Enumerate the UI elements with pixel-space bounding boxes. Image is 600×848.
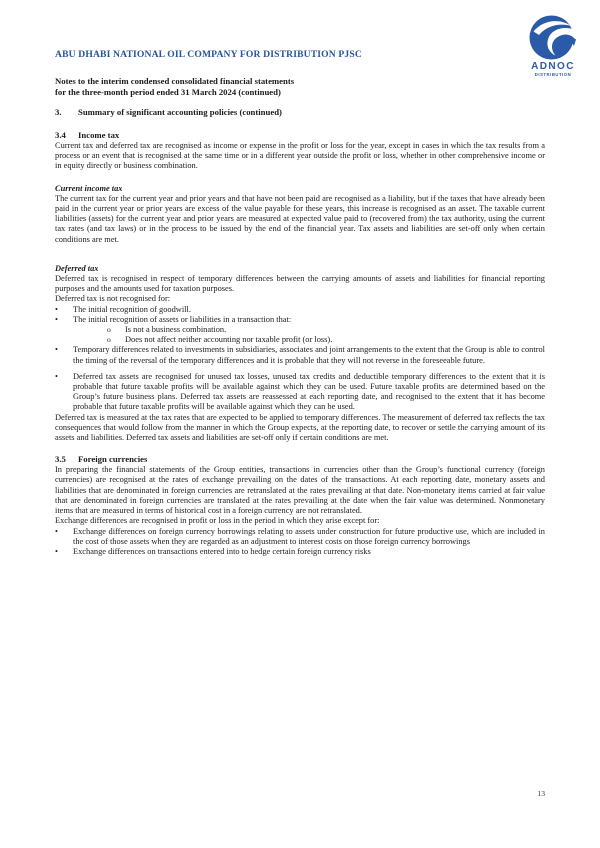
deferred-tax-paragraph: Deferred tax is recognised in respect of temporary differences between the carrying amounts of assets and liabilities for financial reporting purposes and the amounts used for taxation purposes. [55, 274, 545, 294]
page-content [55, 0, 545, 557]
deferred-tax-not-recognised-intro: Deferred tax is not recognised for: [55, 294, 171, 304]
deferred-tax-measurement-paragraph: Deferred tax is measured at the tax rates that are expected to be applied to temporary differences. The measurement of deferred tax reflects the tax consequences that would follow from the manner in which the Group expects, at the reporting date, to recover or settle the carrying amount of its assets and liabilities. Deferred tax assets and liabilities are set-off only if certain conditions are met. [55, 412, 545, 443]
list-item-text: Exchange differences on foreign currency borrowings relating to assets under construction for future productive use, which are included in the cost of those assets when they are regarded as an adjustment to interest costs on those foreign currency borrowings [73, 526, 545, 546]
list-item [55, 315, 545, 325]
current-income-tax-heading: Current income tax [55, 183, 123, 193]
income-tax-intro-paragraph: Current tax and deferred tax are recognised as income or expense in the profit or loss for the year, except in cases in which the tax results from a process or an event that is recognised at the same time or in a different year outside the profit or loss, whether in other comprehensive income or in equity directly or business combination. [55, 141, 545, 171]
bullet-icon: • [55, 371, 58, 381]
company-title: ABU DHABI NATIONAL OIL COMPANY FOR DISTRIBUTION PJSC [55, 49, 362, 60]
list-item-text: The initial recognition of goodwill. [73, 304, 191, 314]
page-number: 13 [537, 789, 545, 798]
list-item-text: Is not a business combination. [125, 325, 227, 335]
list-item-text: Deferred tax assets are recognised for unused tax losses, unused tax credits and deductible temporary differences to the extent that it is probable that future taxable profits will be available against which they can be used. Future taxable profits are determined based on the Group’s future business plans. Deferred tax assets are reassessed at each reporting date, and recognised to the extent that it has become probable that future taxable profits will be available against which they can be used. [73, 371, 545, 412]
circle-bullet-icon: o [107, 335, 111, 345]
adnoc-logo-wordmark: ADNOC [531, 61, 575, 72]
deferred-tax-heading: Deferred tax [55, 263, 99, 273]
adnoc-logo-subtitle: DISTRIBUTION [534, 72, 572, 77]
list-item-text: Does not affect neither accounting nor taxable profit (or loss). [125, 335, 333, 345]
list-item-text: The initial recognition of assets or liabilities in a transaction that: [73, 314, 292, 324]
bullet-icon: • [55, 304, 58, 314]
section-3-4-number: 3.4 [55, 130, 66, 140]
document-title [55, 76, 545, 98]
list-item [55, 527, 545, 547]
section-3-5-heading [55, 454, 545, 465]
list-item [55, 372, 545, 413]
list-item-text: Exchange differences on transactions entered into to hedge certain foreign currency risks [73, 546, 371, 556]
section-3-4-title: Income tax [78, 130, 120, 140]
exchange-differences-intro: Exchange differences are recognised in profit or loss in the period in which they arise except for: [55, 516, 380, 526]
list-item-sub [55, 325, 545, 335]
foreign-currencies-paragraph: In preparing the financial statements of the Group entities, transactions in currencies other than the Group’s functional currency (foreign currencies) are recognised at the rates of exchange prevailing on the dates of the transactions. At each reporting date, monetary assets and liabilities that are denominated in foreign currencies are retranslated at the rates prevailing at that date. Non-monetary items carried at fair value that are denominated in foreign currencies are translated at the rates prevailing at the date when the fair value was determined. Nonmonetary items that are measured in terms of historical cost in a foreign currency are not retranslated. [55, 465, 545, 516]
deferred-tax-bullet-list [55, 305, 545, 413]
current-income-tax-paragraph: The current tax for the current year and prior years and that have not been paid are recognised as a liability, but if the taxes that have already been paid in the current year or prior years are excess of the value payable for these years, this increase is recognised as an asset. The taxable current liabilities (assets) for the current year and prior years are measured at expected value paid to (recovered from) the tax authority, using the current tax rates (and tax laws) or in the process to be issued by the end of the financial year. Tax assets and liabilities are set-off only when certain conditions are met. [55, 193, 545, 244]
bullet-icon: • [55, 526, 58, 536]
section-3-5-number: 3.5 [55, 454, 66, 465]
list-item [55, 547, 545, 557]
section-3-number: 3. [55, 107, 62, 117]
document-title-line1: Notes to the interim condensed consolidated financial statements [55, 76, 295, 86]
document-title-line2: for the three-month period ended 31 March 2024 (continued) [55, 87, 281, 97]
circle-bullet-icon: o [107, 325, 111, 335]
section-3-heading [55, 107, 545, 118]
bullet-icon: • [55, 345, 58, 355]
section-3-4-heading [55, 130, 545, 141]
list-item-text: Temporary differences related to investments in subsidiaries, associates and joint arrangements to the extent that the Group is able to control the timing of the reversal of the temporary differences and it is probable that they will not reverse in the foreseeable future. [73, 345, 545, 365]
section-3-5-title: Foreign currencies [78, 454, 148, 465]
section-3-title: Summary of significant accounting policies (continued) [78, 107, 282, 117]
list-item [55, 345, 545, 365]
list-item [55, 305, 545, 315]
list-item-sub [55, 335, 545, 345]
bullet-icon: • [55, 546, 58, 556]
exchange-differences-bullet-list [55, 527, 545, 558]
bullet-icon: • [55, 314, 58, 324]
